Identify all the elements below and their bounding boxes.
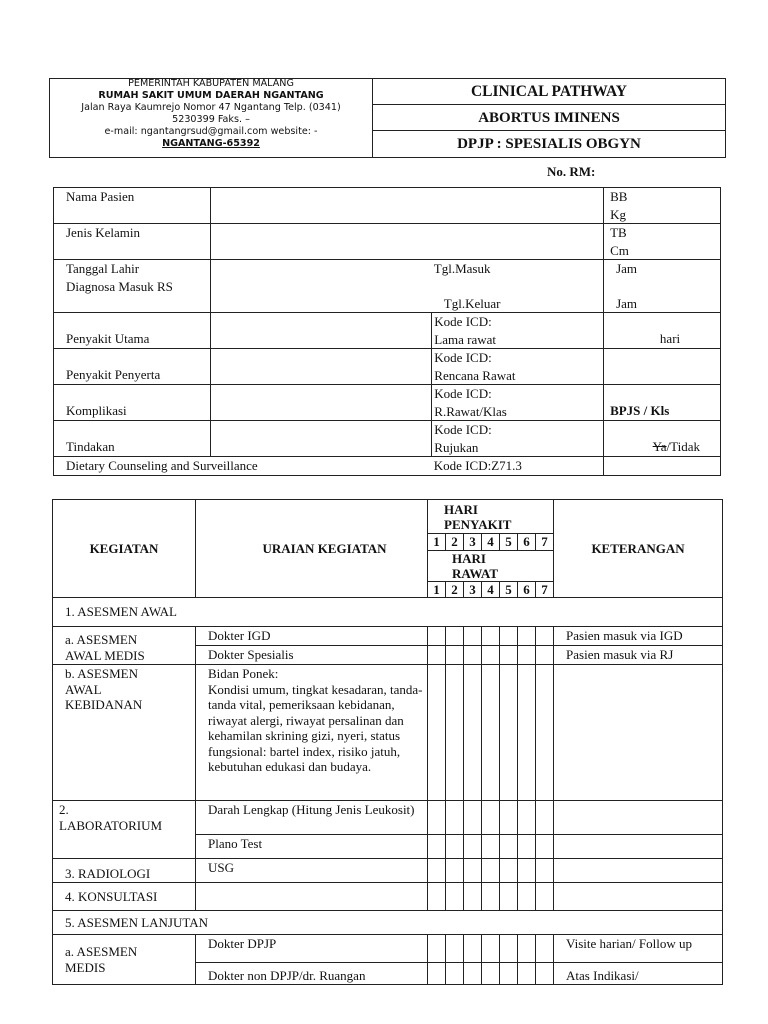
check-igd-5[interactable]: [500, 627, 518, 646]
hospital-postal: NGANTANG-65392: [162, 138, 260, 149]
field-rencana-rawat[interactable]: [604, 349, 721, 385]
header-keterangan: KETERANGAN: [554, 500, 723, 598]
check-pt-3[interactable]: [464, 835, 482, 859]
field-jenis-kelamin[interactable]: [210, 224, 603, 260]
check-dl-6[interactable]: [518, 801, 536, 835]
check-dl-4[interactable]: [482, 801, 500, 835]
item-dokter-spesialis: Dokter Spesialis: [196, 646, 428, 665]
label-tgl-masuk: Tgl.Masuk: [432, 260, 604, 278]
header-kegiatan: KEGIATAN: [53, 500, 196, 598]
note-usg: [554, 859, 723, 883]
check-igd-3[interactable]: [464, 627, 482, 646]
day-rawat-2: 2: [446, 581, 464, 598]
check-dl-1[interactable]: [428, 801, 446, 835]
day-penyakit-2: 2: [446, 534, 464, 551]
field-rujukan[interactable]: [604, 421, 721, 457]
hospital-name: RUMAH SAKIT UMUM DAERAH NGANTANG: [98, 90, 324, 101]
label-konsultasi: 4. KONSULTASI: [53, 883, 196, 911]
check-usg-4[interactable]: [482, 859, 500, 883]
hospital-contact: e-mail: ngantangrsud@gmail.com website: -: [104, 126, 318, 137]
field-nama-pasien[interactable]: [210, 188, 603, 224]
check-dpjp-7[interactable]: [536, 935, 554, 963]
check-pt-5[interactable]: [500, 835, 518, 859]
check-non-3[interactable]: [464, 963, 482, 985]
label-radiologi: 3. RADIOLOGI: [53, 859, 196, 883]
icd-rujukan: Kode ICD: Rujukan: [432, 421, 604, 457]
note-darah: [554, 801, 723, 835]
item-usg: USG: [196, 859, 428, 883]
check-non-5[interactable]: [500, 963, 518, 985]
hospital-phone: 5230399 Faks. –: [172, 114, 250, 125]
check-ks-7[interactable]: [536, 883, 554, 911]
label-penyakit-penyerta: Penyakit Penyerta: [54, 349, 211, 385]
label-tgl-keluar: Tgl.Keluar: [432, 278, 604, 313]
check-ks-3[interactable]: [464, 883, 482, 911]
label-laboratorium: 2. LABORATORIUM: [53, 801, 196, 859]
field-bb[interactable]: BB Kg: [604, 188, 721, 224]
pathway-title-block: [373, 79, 725, 157]
item-darah-lengkap: Darah Lengkap (Hitung Jenis Leukosit): [196, 801, 428, 835]
check-dl-5[interactable]: [500, 801, 518, 835]
check-sp-7[interactable]: [536, 646, 554, 665]
check-ks-6[interactable]: [518, 883, 536, 911]
check-pt-2[interactable]: [446, 835, 464, 859]
check-usg-2[interactable]: [446, 859, 464, 883]
check-dl-7[interactable]: [536, 801, 554, 835]
check-ks-5[interactable]: [500, 883, 518, 911]
day-rawat-5: 5: [500, 581, 518, 598]
check-dpjp-1[interactable]: [428, 935, 446, 963]
field-tb[interactable]: TB Cm: [604, 224, 721, 260]
check-sp-3[interactable]: [464, 646, 482, 665]
label-tindakan: Tindakan: [54, 421, 211, 457]
check-non-2[interactable]: [446, 963, 464, 985]
note-bidan: [554, 665, 723, 801]
check-usg-1[interactable]: [428, 859, 446, 883]
label-jenis-kelamin: Jenis Kelamin: [54, 224, 211, 260]
label-diagnosa: Diagnosa Masuk RS: [54, 278, 211, 313]
day-penyakit-3: 3: [464, 534, 482, 551]
field-bpjs[interactable]: BPJS / Kls: [604, 385, 721, 421]
check-dpjp-4[interactable]: [482, 935, 500, 963]
field-dietary[interactable]: [604, 457, 721, 476]
check-usg-5[interactable]: [500, 859, 518, 883]
day-penyakit-4: 4: [482, 534, 500, 551]
day-penyakit-6: 6: [518, 534, 536, 551]
pathway-dpjp: DPJP : SPESIALIS OBGYN: [457, 136, 641, 152]
check-dpjp-3[interactable]: [464, 935, 482, 963]
section-asesmen-lanjutan: 5. ASESMEN LANJUTAN: [53, 911, 723, 935]
check-non-7[interactable]: [536, 963, 554, 985]
check-dl-2[interactable]: [446, 801, 464, 835]
check-non-4[interactable]: [482, 963, 500, 985]
label-asesmen-kebidanan: b. ASESMEN AWAL KEBIDANAN: [53, 665, 196, 801]
item-konsultasi: [196, 883, 428, 911]
check-usg-3[interactable]: [464, 859, 482, 883]
check-ks-2[interactable]: [446, 883, 464, 911]
pathway-diagnosis: ABORTUS IMINENS: [373, 105, 725, 131]
check-usg-7[interactable]: [536, 859, 554, 883]
item-plano-test: Plano Test: [196, 835, 428, 859]
check-ks-1[interactable]: [428, 883, 446, 911]
section-asesmen-awal: 1. ASESMEN AWAL: [53, 598, 723, 627]
field-tindakan[interactable]: [210, 421, 432, 457]
day-rawat-7: 7: [536, 581, 554, 598]
check-bid-5[interactable]: [500, 665, 518, 801]
check-igd-6[interactable]: [518, 627, 536, 646]
check-sp-5[interactable]: [500, 646, 518, 665]
day-rawat-4: 4: [482, 581, 500, 598]
check-ks-4[interactable]: [482, 883, 500, 911]
check-pt-1[interactable]: [428, 835, 446, 859]
label-nama-pasien: Nama Pasien: [54, 188, 211, 224]
check-dpjp-2[interactable]: [446, 935, 464, 963]
check-dl-3[interactable]: [464, 801, 482, 835]
check-igd-2[interactable]: [446, 627, 464, 646]
field-lama-rawat[interactable]: hari: [604, 313, 721, 349]
government-name: PEMERINTAH KABUPATEN MALANG: [128, 78, 294, 89]
check-bid-7[interactable]: [536, 665, 554, 801]
option-tidak[interactable]: /Tidak: [666, 439, 700, 454]
patient-info-table: [53, 187, 721, 476]
label-asesmen-medis: a. ASESMEN MEDIS: [53, 935, 196, 985]
activity-table: [52, 499, 723, 985]
day-penyakit-5: 5: [500, 534, 518, 551]
check-sp-6[interactable]: [518, 646, 536, 665]
icd-dietary: Kode ICD:Z71.3: [432, 457, 604, 476]
day-penyakit-1: 1: [428, 534, 446, 551]
check-bid-4[interactable]: [482, 665, 500, 801]
field-jam-masuk[interactable]: Jam: [604, 260, 721, 278]
check-sp-1[interactable]: [428, 646, 446, 665]
header-uraian: URAIAN KEGIATAN: [196, 500, 428, 598]
field-jam-keluar[interactable]: Jam: [604, 278, 721, 313]
note-rj: Pasien masuk via RJ: [554, 646, 723, 665]
day-rawat-3: 3: [464, 581, 482, 598]
note-igd: Pasien masuk via IGD: [554, 627, 723, 646]
check-bid-6[interactable]: [518, 665, 536, 801]
hospital-address: Jalan Raya Kaumrejo Nomor 47 Ngantang Telp. (0341): [81, 102, 341, 113]
note-konsultasi: [554, 883, 723, 911]
field-penyakit-penyerta[interactable]: [210, 349, 432, 385]
check-igd-4[interactable]: [482, 627, 500, 646]
check-usg-6[interactable]: [518, 859, 536, 883]
option-ya[interactable]: Ya: [652, 439, 667, 454]
check-igd-1[interactable]: [428, 627, 446, 646]
check-igd-7[interactable]: [536, 627, 554, 646]
label-komplikasi: Komplikasi: [54, 385, 211, 421]
check-pt-7[interactable]: [536, 835, 554, 859]
check-bid-1[interactable]: [428, 665, 446, 801]
item-dokter-non-dpjp: Dokter non DPJP/dr. Ruangan: [196, 963, 428, 985]
field-tanggal-lahir[interactable]: [210, 260, 432, 278]
label-asesmen-awal-medis: a. ASESMEN AWAL MEDIS: [53, 627, 196, 665]
check-bid-3[interactable]: [464, 665, 482, 801]
check-non-6[interactable]: [518, 963, 536, 985]
item-dokter-igd: Dokter IGD: [196, 627, 428, 646]
icd-rawat-klas: Kode ICD: R.Rawat/Klas: [432, 385, 604, 421]
note-indikasi: Atas Indikasi/: [554, 963, 723, 985]
day-penyakit-7: 7: [536, 534, 554, 551]
check-pt-6[interactable]: [518, 835, 536, 859]
check-pt-4[interactable]: [482, 835, 500, 859]
field-diagnosa[interactable]: [210, 278, 432, 313]
label-tanggal-lahir: Tanggal Lahir: [54, 260, 211, 278]
pathway-title: CLINICAL PATHWAY: [373, 79, 725, 105]
label-dietary: Dietary Counseling and Surveillance: [54, 457, 432, 476]
check-sp-4[interactable]: [482, 646, 500, 665]
icd-lama-rawat: Kode ICD: Lama rawat: [432, 313, 604, 349]
note-plano: [554, 835, 723, 859]
no-rm-label: No. RM:: [547, 164, 596, 179]
icd-rencana-rawat: Kode ICD: Rencana Rawat: [432, 349, 604, 385]
item-bidan-ponek: Bidan Ponek: Kondisi umum, tingkat kesadaran, tanda-tanda vital, pemeriksaan kebidanan, riwayat alergi, riwayat persalinan dan kehamilan skrining gizi, nyeri, status fungsional: bartel index, risiko jatuh, kebutuhan edukasi dan budaya.: [196, 665, 428, 801]
day-rawat-1: 1: [428, 581, 446, 598]
note-visite: Visite harian/ Follow up: [554, 935, 723, 963]
label-penyakit-utama: Penyakit Utama: [54, 313, 211, 349]
check-dpjp-5[interactable]: [500, 935, 518, 963]
field-komplikasi[interactable]: [210, 385, 432, 421]
hospital-info: [50, 79, 373, 157]
check-non-1[interactable]: [428, 963, 446, 985]
field-penyakit-utama[interactable]: [210, 313, 432, 349]
check-dpjp-6[interactable]: [518, 935, 536, 963]
check-sp-2[interactable]: [446, 646, 464, 665]
header-hari-rawat: HARI RAWAT: [428, 550, 554, 581]
check-bid-2[interactable]: [446, 665, 464, 801]
document-header: [49, 78, 726, 158]
day-rawat-6: 6: [518, 581, 536, 598]
item-dokter-dpjp: Dokter DPJP: [196, 935, 428, 963]
header-hari-penyakit: HARI PENYAKIT: [428, 500, 554, 534]
